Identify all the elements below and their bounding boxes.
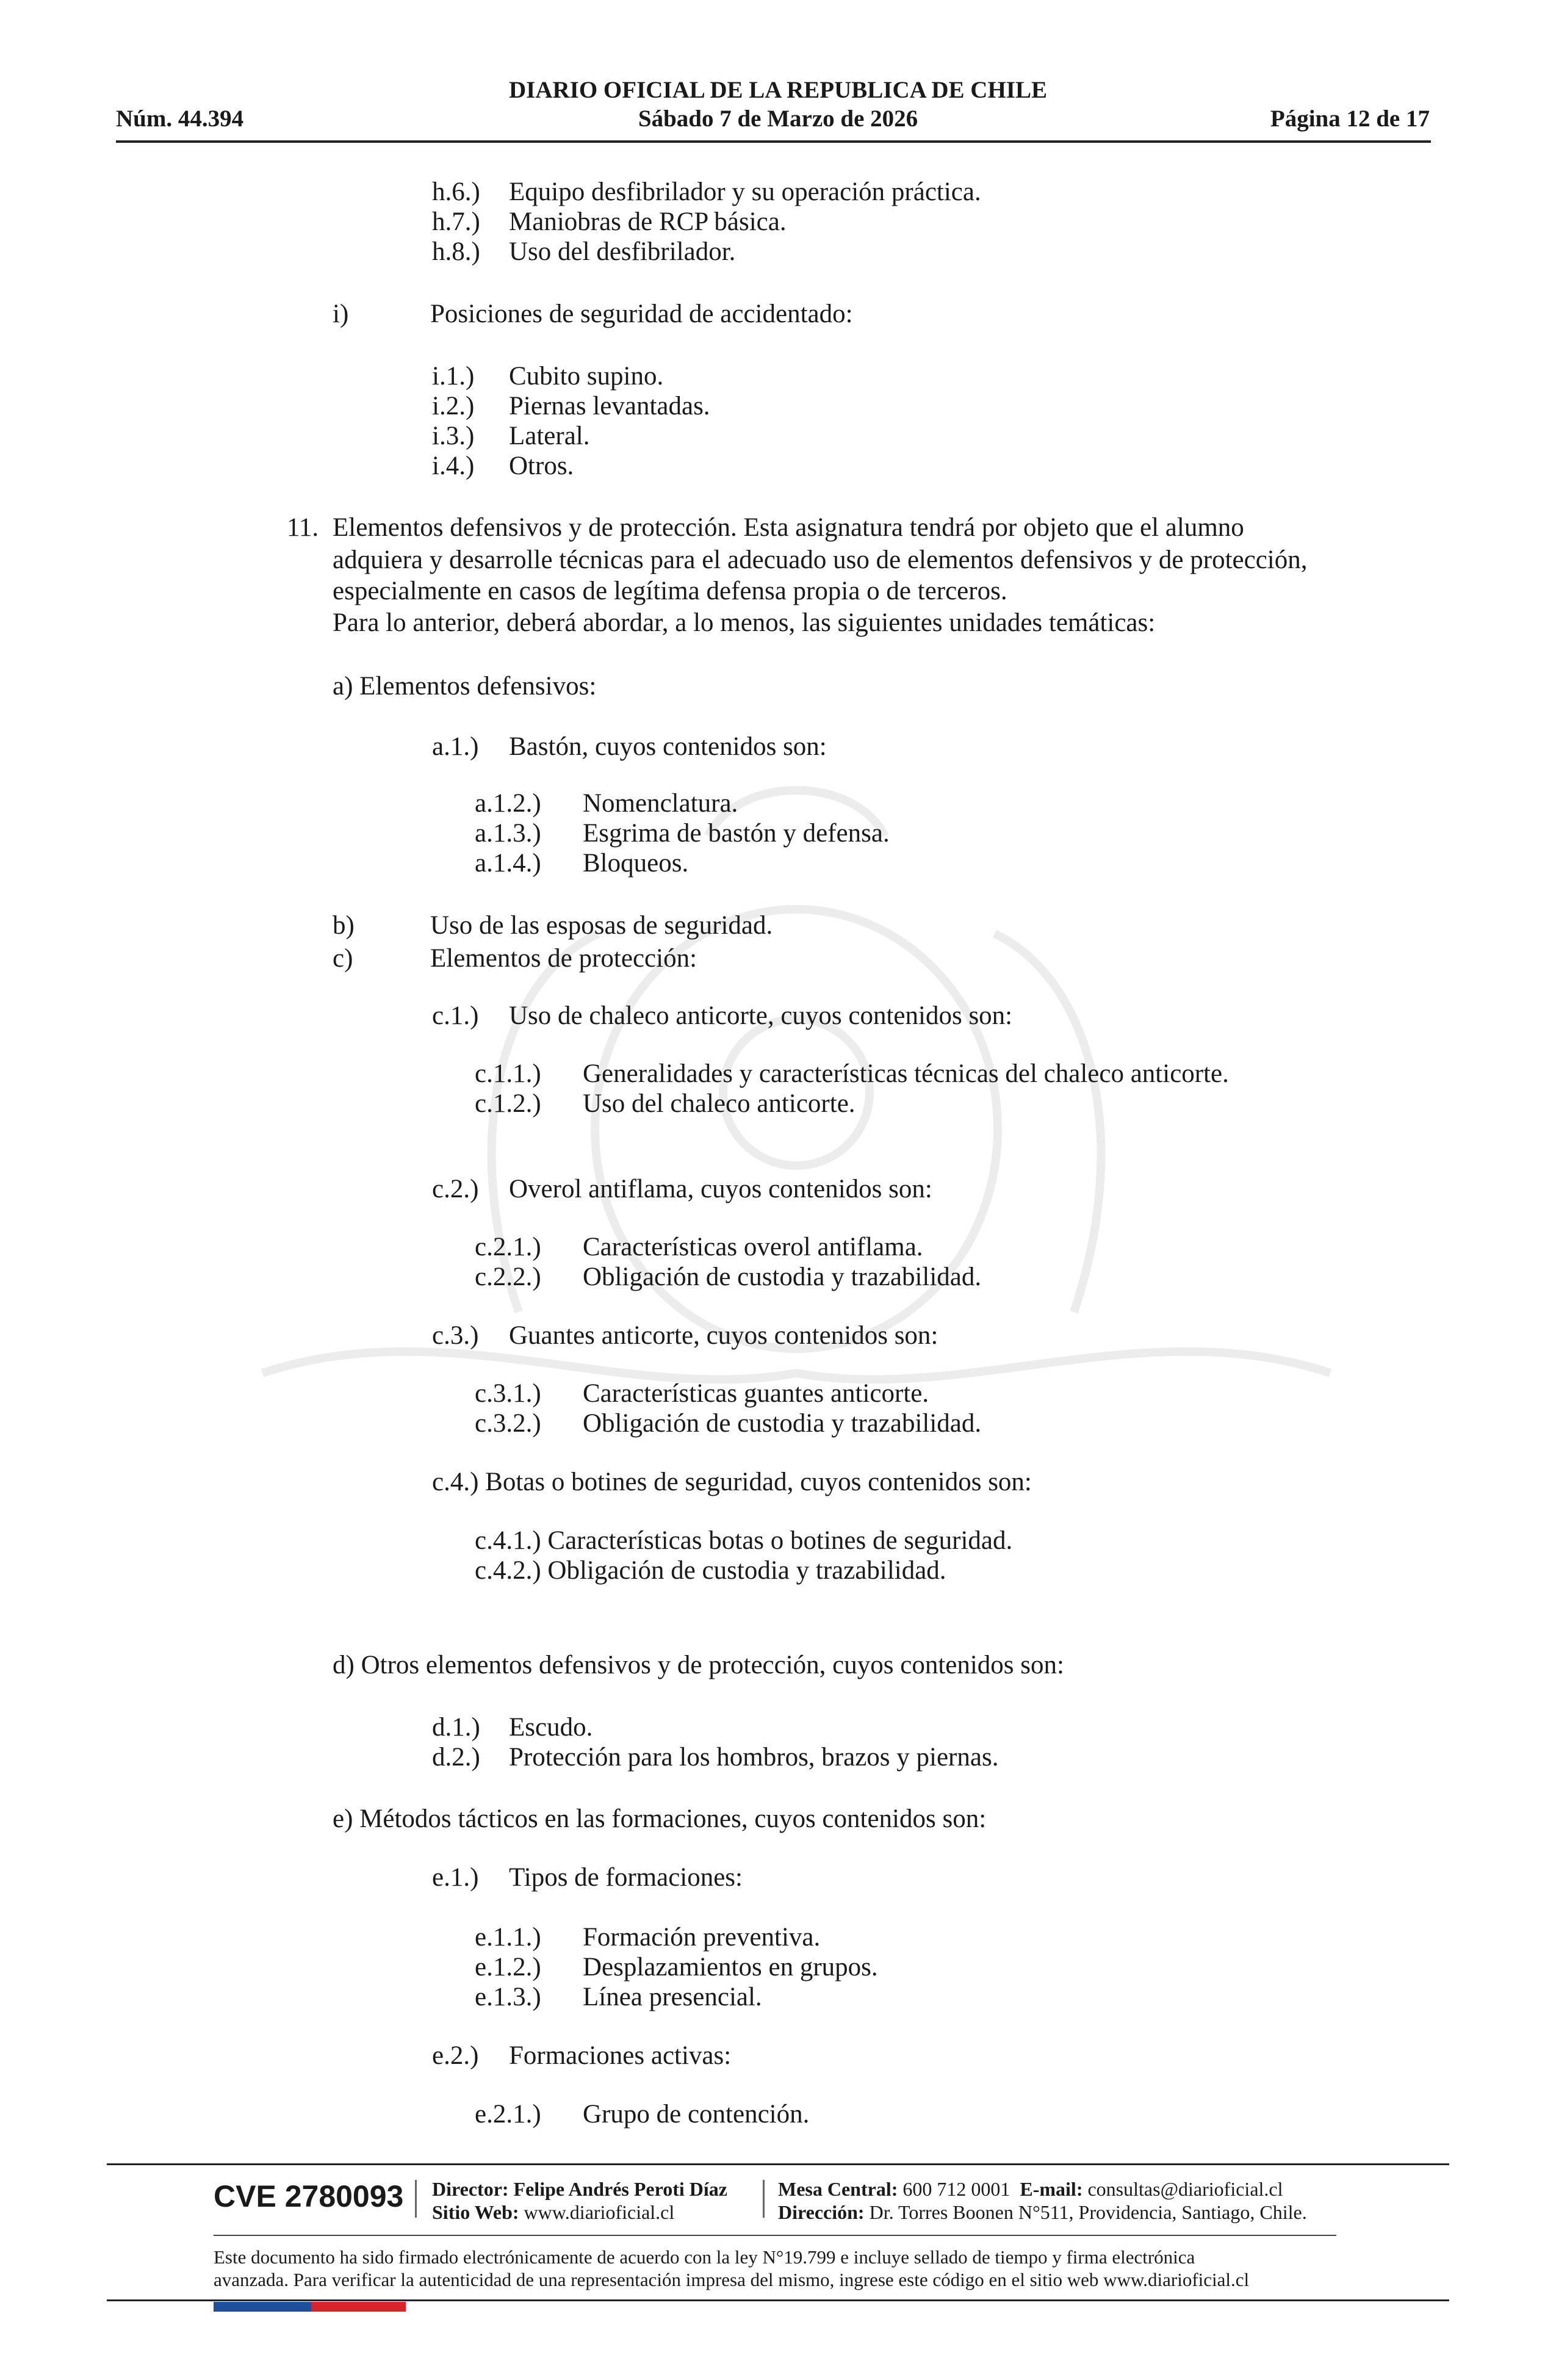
- director-label: Director:: [432, 2178, 509, 2200]
- list-item: Tipos de formaciones:: [509, 1863, 743, 1892]
- footer-divider-2: [763, 2180, 765, 2218]
- list-item: Esgrima de bastón y defensa.: [583, 819, 890, 848]
- site-label: Sitio Web:: [432, 2201, 519, 2223]
- email-link[interactable]: consultas@diarioficial.cl: [1087, 2178, 1283, 2200]
- list-label: i.2.): [432, 392, 475, 420]
- flag-stripe-blue: [214, 2302, 311, 2312]
- list-label: c.1.2.): [475, 1089, 541, 1118]
- list-item: Uso de las esposas de seguridad.: [430, 911, 773, 940]
- signature-note-line: Este documento ha sido firmado electrónicamente de acuerdo con la ley N°19.799 e incluye sellado de tiempo y firma electrónica: [214, 2246, 1195, 2268]
- site-link[interactable]: www.diarioficial.cl: [524, 2201, 675, 2223]
- address-label: Dirección:: [778, 2201, 865, 2223]
- address-text: Dr. Torres Boonen N°511, Providencia, Santiago, Chile.: [869, 2201, 1307, 2223]
- list-label: c.3.2.): [475, 1409, 541, 1438]
- list-item: Generalidades y características técnicas del chaleco anticorte.: [583, 1059, 1229, 1088]
- list-label: h.8.): [432, 237, 480, 266]
- list-label: i.1.): [432, 362, 475, 391]
- list-label: i.3.): [432, 422, 475, 450]
- list-item: Características guantes anticorte.: [583, 1379, 929, 1408]
- list-label: c.3.1.): [475, 1379, 541, 1408]
- list-label: c.1.): [432, 1001, 479, 1030]
- list-item: Guantes anticorte, cuyos contenidos son:: [509, 1321, 938, 1350]
- paragraph-line: adquiera y desarrolle técnicas para el adecuado uso de elementos defensivos y de protección,: [333, 546, 1308, 574]
- publication-date: Sábado 7 de Marzo de 2026: [638, 106, 918, 132]
- section-number: 11.: [287, 513, 319, 542]
- list-label: a.1.3.): [475, 819, 541, 848]
- paragraph-line: Elementos defensivos y de protección. Esta asignatura tendrá por objeto que el alumno: [333, 513, 1244, 542]
- footer-address: [778, 2201, 1307, 2224]
- list-label: a.1.4.): [475, 849, 541, 878]
- list-label: e.2.1.): [475, 2100, 541, 2129]
- footer-divider-1: [415, 2180, 417, 2218]
- list-item: c.4.) Botas o botines de seguridad, cuyos contenidos son:: [432, 1468, 1032, 1496]
- page-number: Página 12 de 17: [1270, 106, 1430, 132]
- issue-number: Núm. 44.394: [116, 106, 244, 132]
- list-item: e) Métodos tácticos en las formaciones, cuyos contenidos son:: [333, 1805, 987, 1833]
- footer-rule-mid: [214, 2235, 1336, 2236]
- list-label: c.2.2.): [475, 1263, 541, 1291]
- list-item: Cubito supino.: [509, 362, 664, 391]
- list-label: a.1.): [432, 732, 479, 761]
- list-label: e.1.): [432, 1863, 479, 1892]
- phone-label: Mesa Central:: [778, 2178, 898, 2200]
- list-item: Características overol antiflama.: [583, 1233, 923, 1261]
- signature-note-line: avanzada. Para verificar la autenticidad de una representación impresa del mismo, ingrese este código en el sitio web www.diarioficial.cl: [214, 2269, 1250, 2290]
- list-item: c.4.2.) Obligación de custodia y trazabilidad.: [475, 1556, 946, 1585]
- list-item: Nomenclatura.: [583, 789, 738, 818]
- publication-title: DIARIO OFICIAL DE LA REPUBLICA DE CHILE: [508, 77, 1047, 103]
- list-item: Desplazamientos en grupos.: [583, 1953, 878, 1982]
- list-item: Uso del desfibrilador.: [509, 237, 736, 266]
- list-item: Bloqueos.: [583, 849, 689, 878]
- list-item: Protección para los hombros, brazos y piernas.: [509, 1743, 999, 1772]
- director-name: Felipe Andrés Peroti Díaz: [513, 2178, 727, 2200]
- list-item: Posiciones de seguridad de accidentado:: [430, 300, 853, 328]
- footer-contact: [778, 2177, 1283, 2201]
- footer-rule-top: [107, 2163, 1449, 2165]
- list-label: h.6.): [432, 178, 480, 206]
- flag-stripe-red: [311, 2302, 406, 2312]
- list-item: Grupo de contención.: [583, 2100, 810, 2129]
- list-label: e.2.): [432, 2041, 479, 2070]
- footer-director: [432, 2177, 727, 2201]
- list-label: e.1.3.): [475, 1983, 541, 2011]
- list-item: Uso del chaleco anticorte.: [583, 1089, 855, 1118]
- list-item: Bastón, cuyos contenidos son:: [509, 732, 827, 761]
- paragraph-line: especialmente en casos de legítima defensa propia o de terceros.: [333, 577, 1007, 605]
- list-item: Maniobras de RCP básica.: [509, 207, 787, 236]
- list-item: c.4.1.) Características botas o botines de seguridad.: [475, 1526, 1013, 1555]
- phone-number: 600 712 0001: [902, 2178, 1010, 2200]
- list-label: h.7.): [432, 207, 480, 236]
- list-item: Piernas levantadas.: [509, 392, 710, 420]
- list-label: b): [333, 911, 355, 940]
- list-label: e.1.1.): [475, 1923, 541, 1952]
- list-item: Obligación de custodia y trazabilidad.: [583, 1263, 982, 1291]
- list-label: c.2.): [432, 1175, 479, 1203]
- list-item: Equipo desfibrilador y su operación práctica.: [509, 178, 981, 206]
- list-label: i): [333, 300, 349, 328]
- email-label: E-mail:: [1020, 2178, 1083, 2200]
- list-item: Formación preventiva.: [583, 1923, 821, 1952]
- list-label: c.1.1.): [475, 1059, 541, 1088]
- paragraph-line: Para lo anterior, deberá abordar, a lo menos, las siguientes unidades temáticas:: [333, 608, 1156, 637]
- list-item: Uso de chaleco anticorte, cuyos contenidos son:: [509, 1001, 1013, 1030]
- list-label: d.2.): [432, 1743, 480, 1772]
- list-label: e.1.2.): [475, 1953, 541, 1982]
- list-label: i.4.): [432, 452, 475, 480]
- cve-code: CVE 2780093: [214, 2179, 404, 2213]
- list-label: c.3.): [432, 1321, 479, 1350]
- list-item: Formaciones activas:: [509, 2041, 732, 2070]
- list-label: d.1.): [432, 1713, 480, 1742]
- list-label: c.2.1.): [475, 1233, 541, 1261]
- list-label: a.1.2.): [475, 789, 541, 818]
- footer-rule-bottom: [107, 2299, 1449, 2301]
- list-item: d) Otros elementos defensivos y de protección, cuyos contenidos son:: [333, 1651, 1064, 1679]
- list-item: Otros.: [509, 452, 574, 480]
- footer-site: [432, 2201, 674, 2224]
- list-item: Línea presencial.: [583, 1983, 762, 2011]
- list-item: Obligación de custodia y trazabilidad.: [583, 1409, 982, 1438]
- header-rule: [116, 140, 1431, 143]
- list-item: Lateral.: [509, 422, 590, 450]
- list-item: Overol antiflama, cuyos contenidos son:: [509, 1175, 932, 1203]
- list-item: Elementos de protección:: [430, 944, 697, 973]
- list-item: a) Elementos defensivos:: [333, 672, 597, 701]
- list-item: Escudo.: [509, 1713, 593, 1742]
- list-label: c): [333, 944, 353, 973]
